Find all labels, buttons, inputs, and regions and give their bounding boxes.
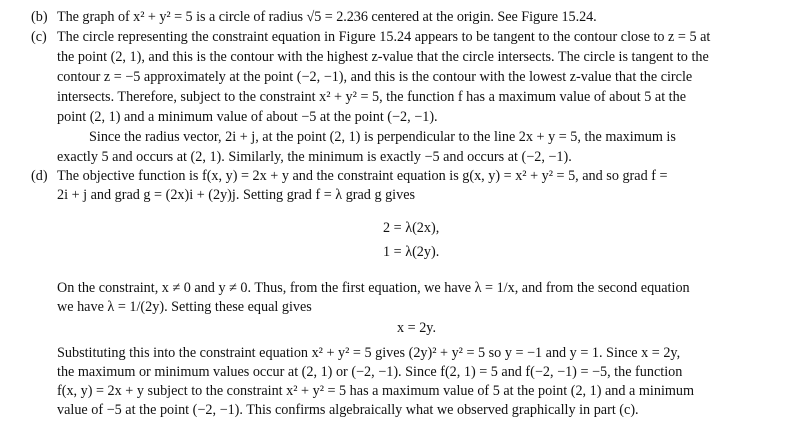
paragraph-c-line-2: the point (2, 1), and this is the contour with the highest z-value that the circle intersects. The circle is tangent to the: [57, 49, 709, 65]
paragraph-c-line-1: The circle representing the constraint equation in Figure 15.24 appears to be tangent to the contour close to z = 5 at: [57, 29, 711, 45]
part-label-c: (c): [31, 29, 47, 45]
equation-1: 2 = λ(2x),: [383, 220, 440, 236]
paragraph-d-line-6: the maximum or minimum values occur at (2, 1) or (−2, −1). Since f(2, 1) = 5 and f(−2, −1) = −5, the function: [57, 364, 683, 380]
paragraph-d-line-5: Substituting this into the constraint equation x² + y² = 5 gives (2y)² + y² = 5 so y = −1 and y = 1. Since x = 2y,: [57, 345, 681, 361]
paragraph-b-line-1: The graph of x² + y² = 5 is a circle of radius √5 = 2.236 centered at the origin. See Figure 15.24.: [57, 9, 597, 25]
paragraph-d-line-2: 2i + j and grad g = (2x)i + (2y)j. Setting grad f = λ grad g gives: [57, 187, 416, 203]
paragraph-d-line-4: we have λ = 1/(2y). Setting these equal gives: [57, 299, 312, 315]
paragraph-c-line-5: point (2, 1) and a minimum value of about −5 at the point (−2, −1).: [57, 109, 438, 125]
paragraph-d-line-8: value of −5 at the point (−2, −1). This confirms algebraically what we observed graphically in part (c).: [57, 402, 639, 418]
paragraph-c-line-3: contour z = −5 approximately at the point (−2, −1), and this is the contour with the lowest z-value that the circle: [57, 69, 693, 85]
paragraph-c-line-4: intersects. Therefore, subject to the constraint x² + y² = 5, the function f has a maximum value of about 5 at the: [57, 89, 687, 105]
paragraph-c-line-6: Since the radius vector, 2i + j, at the point (2, 1) is perpendicular to the line 2x + y = 5, the maximum is: [89, 129, 676, 145]
equation-2: 1 = λ(2y).: [383, 244, 440, 260]
paragraph-d-line-7: f(x, y) = 2x + y subject to the constraint x² + y² = 5 has a maximum value of 5 at the point (2, 1) and a minimum: [57, 383, 695, 399]
paragraph-d-line-1: The objective function is f(x, y) = 2x + y and the constraint equation is g(x, y) = x² + y² = 5, and so grad f =: [57, 168, 668, 184]
equation-3: x = 2y.: [397, 320, 437, 336]
part-label-d: (d): [31, 168, 48, 184]
paragraph-c-line-7: exactly 5 and occurs at (2, 1). Similarly, the minimum is exactly −5 and occurs at (−2, −1).: [57, 149, 572, 165]
paragraph-d-line-3: On the constraint, x ≠ 0 and y ≠ 0. Thus, from the first equation, we have λ = 1/x, and from the second equation: [57, 280, 690, 296]
part-label-b: (b): [31, 9, 48, 25]
